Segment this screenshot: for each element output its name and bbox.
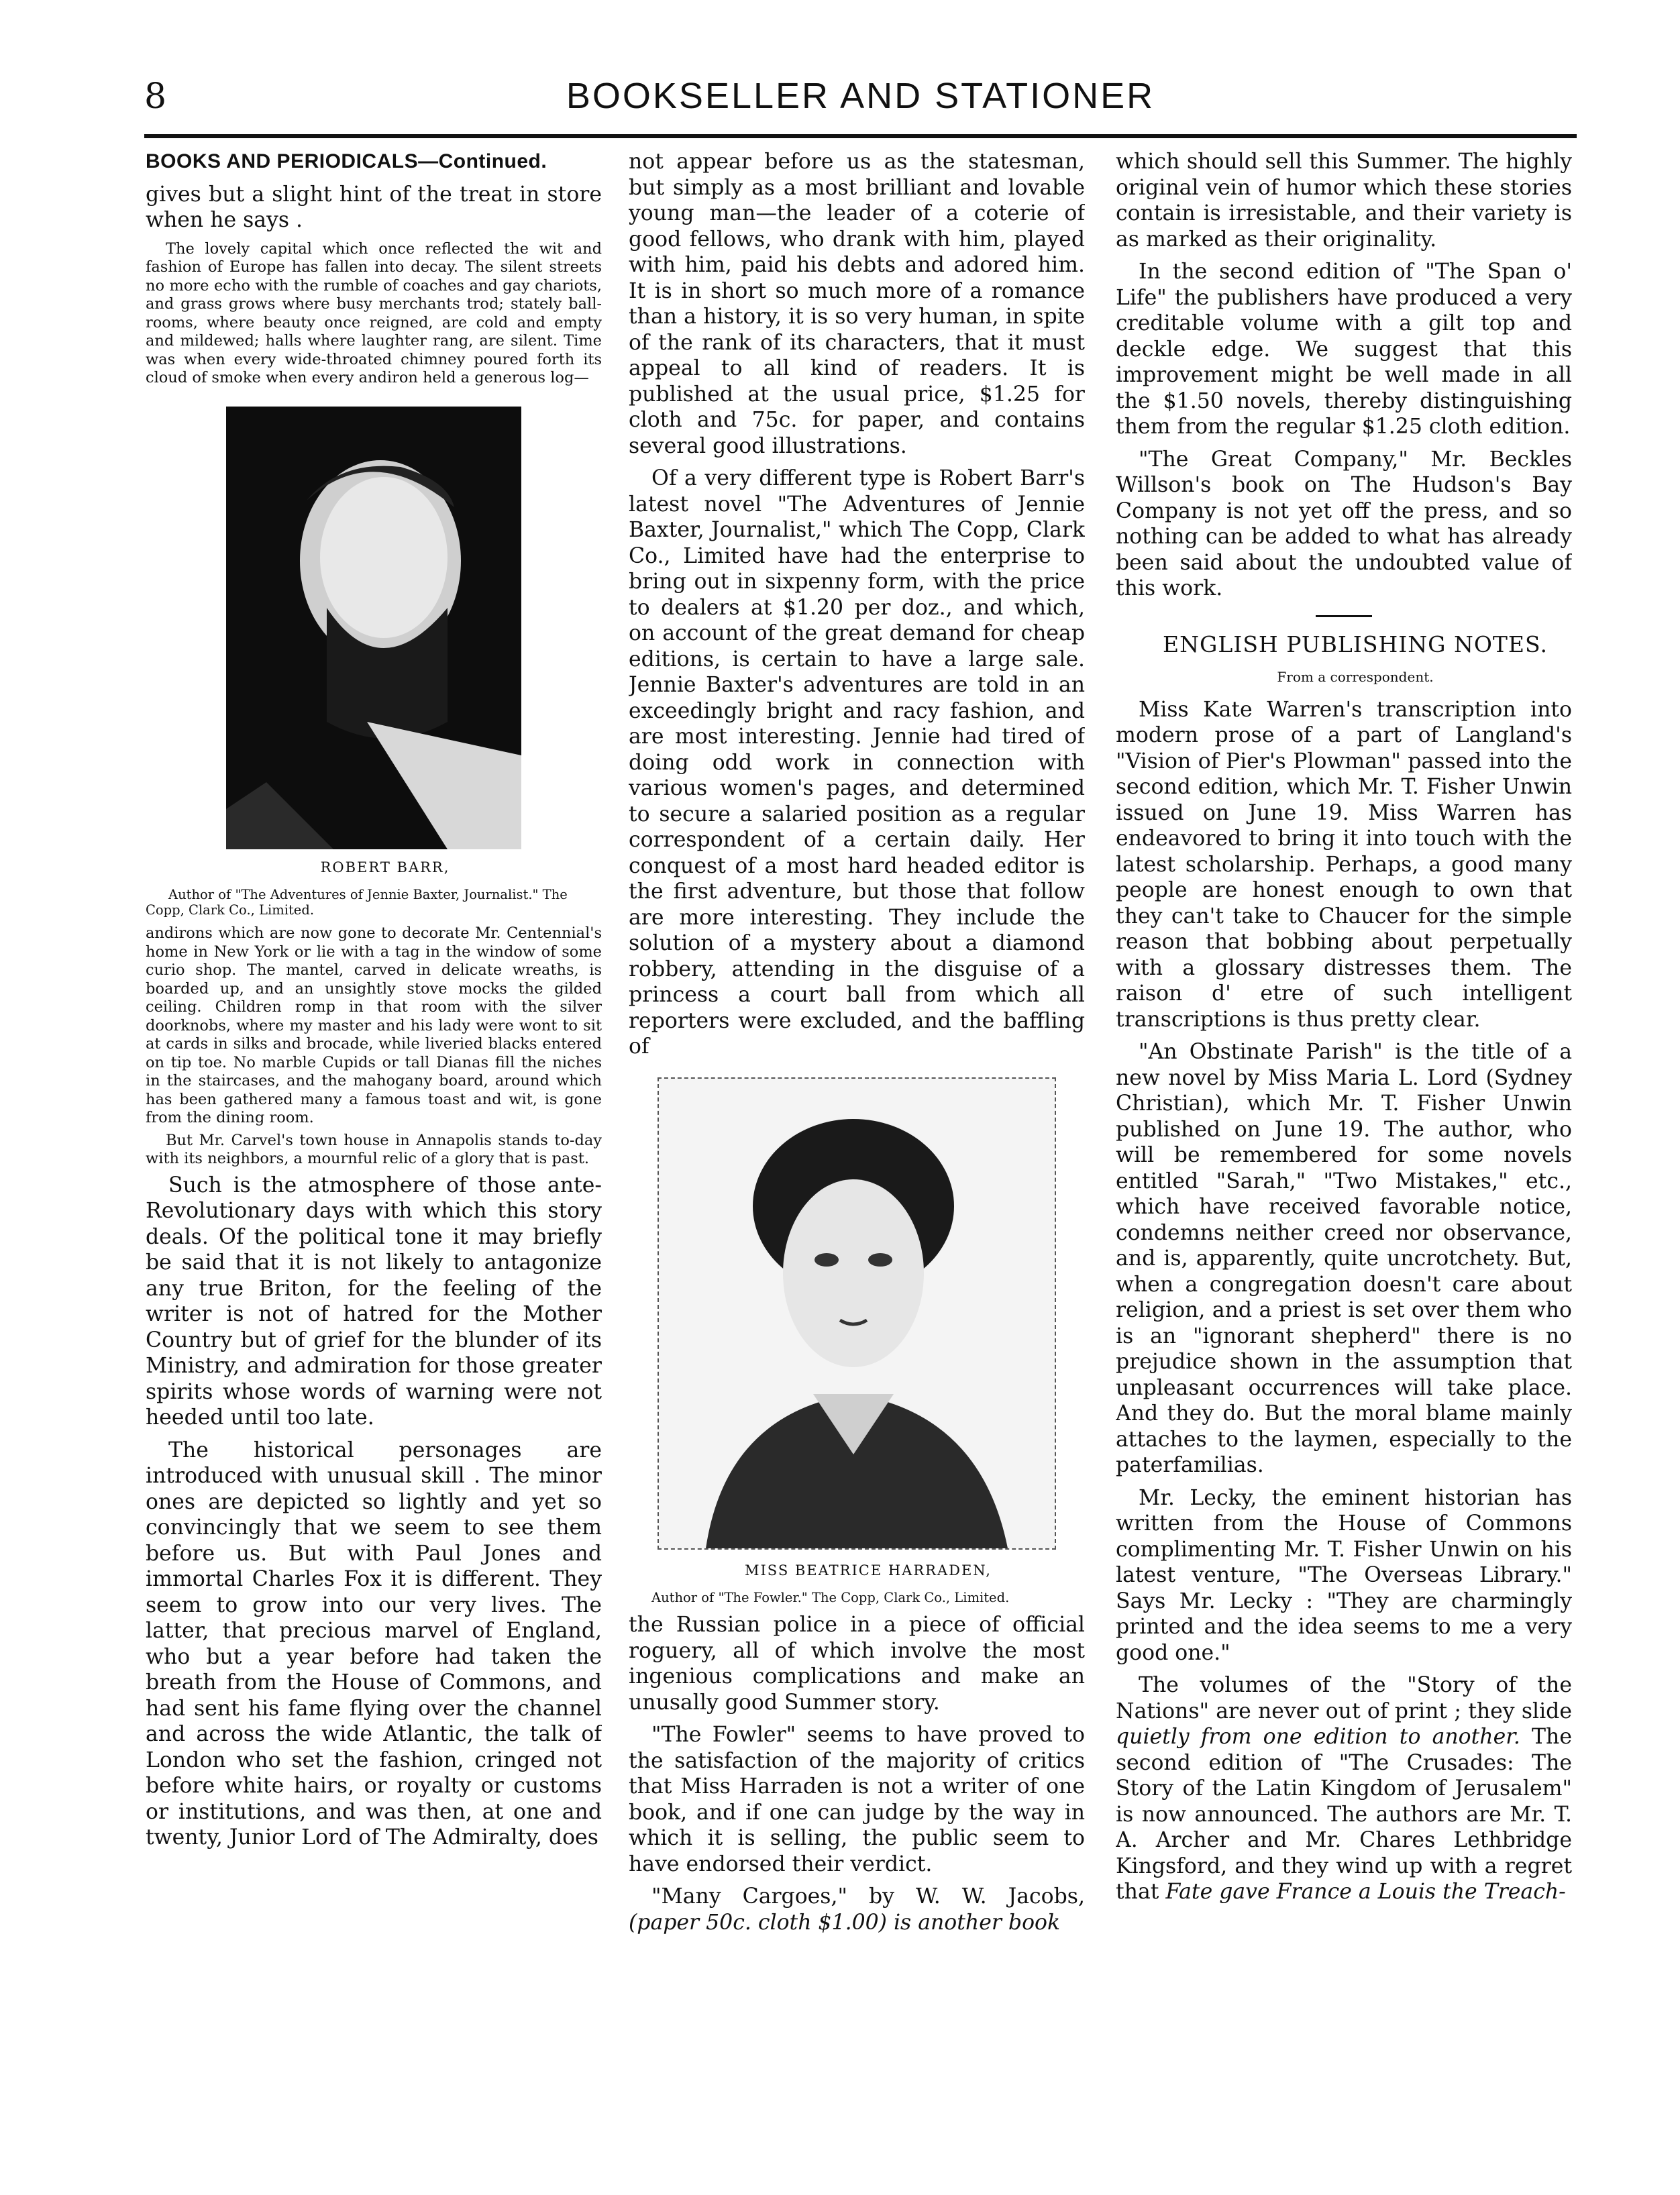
paragraph-italic-text: quietly from one edition to another. bbox=[1116, 1725, 1520, 1749]
masthead-title: BOOKSELLER AND STATIONER bbox=[566, 76, 1155, 116]
quotation-paragraph: But Mr. Carvel's town house in Annapolis stands to-day with its neighbors, a mournful relic of a glory that is past. bbox=[146, 1131, 602, 1167]
paragraph: the Russian police in a piece of official roguery, all of which involve the most ingenious complications and make an unusally good Summer story. bbox=[629, 1613, 1085, 1715]
page-header bbox=[144, 72, 1577, 131]
paragraph-text: The volumes of the "Story of the Nations" are never out of print ; they slide bbox=[1116, 1673, 1572, 1723]
portrait-robert-barr bbox=[226, 407, 521, 849]
column-1 bbox=[146, 149, 602, 2161]
figure-caption-credit: Author of "The Adventures of Jennie Baxter, Journalist." The Copp, Clark Co., Limited. bbox=[146, 887, 568, 918]
paragraph: "The Great Company," Mr. Beckles Willson's book on The Hudson's Bay Company is not yet off the press, and so nothing can be added to what has already been said about the undoubted value of this work. bbox=[1116, 447, 1572, 600]
paragraph: In the second edition of "The Span o' Life" the publishers have produced a very creditable volume with a gilt top and deckle edge. We suggest that this improvement might be well made in all the $1.50 novels, thereby distinguishing them from the regular $1.25 cloth edition. bbox=[1116, 260, 1572, 439]
paragraph: Miss Kate Warren's transcription into modern prose of a part of Langland's "Vision of Pier's Plowman" passed into the second edition, which Mr. T. Fisher Unwin issued on June 19. Miss Warren has endeavored to bring it into touch with the latest scholarship. Perhaps, a good many people are honest enough to own that they can't take to Chaucer for the simple reason that bobbing about perpetually with a glossary distresses them. The raison d' etre of such intelligent transcriptions is thus pretty clear. bbox=[1116, 697, 1572, 1032]
page-number: 8 bbox=[144, 76, 167, 117]
portrait-beatrice-harraden bbox=[658, 1077, 1056, 1550]
paragraph bbox=[1116, 1672, 1572, 1905]
figure-caption-name: ROBERT BARR, bbox=[320, 859, 450, 875]
portrait-image bbox=[226, 407, 521, 849]
paragraph bbox=[629, 1884, 1085, 1935]
paragraph: "An Obstinate Parish" is the title of a new novel by Miss Maria L. Lord (Sydney Christian), which Mr. T. Fisher Unwin published on June 19. The author, who will be remembered for some novels entitled "Sarah," "Two Mistakes," etc., which have received favorable notice, condemns neither creed nor observance, and is, apparently, quite uncrotchety. But, when a congregation doesn't care about religion, and a priest is set over them who is an "ignorant shepherd" there is no prejudice shown in the assumption that unpleasant occurrences will take place. And they do. But the moral blame mainly attaches to the laymen, especially to the paterfamilias. bbox=[1116, 1040, 1572, 1477]
paragraph: Mr. Lecky, the eminent historian has written from the House of Commons complimenting Mr. T. Fisher Unwin on his latest venture, "The Overseas Library." Says Mr. Lecky : "They are charmingly printed and the idea seems to me a very good one." bbox=[1116, 1485, 1572, 1665]
section-title-english-publishing: ENGLISH PUBLISHING NOTES. bbox=[1163, 631, 1548, 657]
paragraph: The historical personages are introduced with unusual skill . The minor ones are depicted so lightly and yet so convincingly that we seem to see them before us. But with Paul Jones and immortal Charles Fox it is different. They seem to grow into our very lives. The latter, that precious marvel of England, who but a year before had taken the breath from the House of Commons, and had sent his fame flying over the channel and across the wide Atlantic, the talk of London who set the fashion, cringed not before white hairs, or royalty or customs or institutions, and was then, at one and twenty, Junior Lord of The Admiralty, does bbox=[146, 1438, 602, 1850]
figure-caption-credit: Author of "The Fowler." The Copp, Clark Co., Limited. bbox=[651, 1590, 1010, 1605]
section-title-books-periodicals: BOOKS AND PERIODICALS—Continued. bbox=[146, 150, 547, 172]
column-2 bbox=[629, 149, 1085, 2161]
quotation-block-continued bbox=[146, 924, 602, 1169]
figure-caption-name: MISS BEATRICE HARRADEN, bbox=[745, 1562, 992, 1578]
quotation-paragraph: The lovely capital which once reflected the wit and fashion of Europe has fallen into decay. The silent streets no more echo with the rumble of coaches and gay chariots, and grass grows where busy merchants trod; stately ball-rooms, where beauty once reigned, are cold and empty and mildewed; halls where laughter rang, are silent. Time was when every wide-throated chimney poured forth its cloud of smoke when every andiron held a generous log— bbox=[146, 239, 602, 386]
paragraph-text: "Many Cargoes," by W. W. Jacobs, bbox=[651, 1884, 1085, 1909]
header-rule bbox=[144, 134, 1577, 138]
column-3 bbox=[1116, 149, 1572, 2161]
paragraph-italic-text: (paper 50c. cloth $1.00) is another book bbox=[629, 1910, 1061, 1935]
portrait-image bbox=[659, 1079, 1055, 1548]
quotation-block bbox=[146, 240, 602, 388]
section-divider bbox=[1316, 615, 1372, 617]
paragraph-italic-text: Fate gave France a Louis the Treach- bbox=[1165, 1880, 1566, 1904]
paragraph: which should sell this Summer. The highly original vein of humor which these stories contain is irresistable, and their variety is as marked as their originality. bbox=[1116, 150, 1572, 252]
paragraph: Of a very different type is Robert Barr's latest novel "The Adventures of Jennie Baxter, Journalist," which The Copp, Clark Co., Limited have had the enterprise to bring out in sixpenny form, with the price to dealers at $1.20 per doz., and which, on account of the great demand for cheap editions, is certain to have a large sale. Jennie Baxter's adventures are told in an exceedingly bright and racy fashion, and are most interesting. Jennie had tired of doing odd work in connection with various women's pages, and determined to secure a salaried position as a regular correspondent of a certain daily. Her conquest of a most hard headed editor is the first adventure, but those that follow are more interesting. They include the solution of a mystery about a diamond robbery, attending in the disguise of a princess a court ball from which all reporters were excluded, and the baffling of bbox=[629, 466, 1085, 1059]
paragraph: Such is the atmosphere of those ante-Revolutionary days with which this story deals. Of the political tone it may briefly be said that it is not likely to antagonize any true Briton, for the feeling of the writer is not of hatred for the Mother Country but of grief for the blunder of its Ministry, and admiration for those greater spirits whose words of warning were not heeded until too late. bbox=[146, 1173, 602, 1430]
paragraph: gives but a slight hint of the treat in store when he says . bbox=[146, 182, 602, 232]
quotation-paragraph: andirons which are now gone to decorate Mr. Centennial's home in New York or lie with a tag in the window of some curio shop. The mantel, carved in delicate wreaths, is boarded up, and an unsightly stove mocks the gilded ceiling. Children romp in that room with the silver doorknobs, where my master and his lady were wont to sit at cards in silks and brocade, while liveried blacks entered on tip toe. No marble Cupids or tall Dianas fill the niches in the staircases, and the mahogany board, around which has been gathered many a famous toast and wit, is gone from the dining room. bbox=[146, 924, 602, 1126]
paragraph: "The Fowler" seems to have proved to the satisfaction of the majority of critics that Miss Harraden is not a writer of one book, and if one can judge by the way in which it is selling, the public seem to have endorsed their verdict. bbox=[629, 1723, 1085, 1876]
byline: From a correspondent. bbox=[1277, 669, 1434, 685]
paragraph-text: The second edition of "The Crusades: The Story of the Latin Kingdom of Jerusalem" is now announced. The authors are Mr. T. A. Archer and Mr. Chares Lethbridge Kingsford, and they wind up with a regret that bbox=[1116, 1725, 1572, 1904]
paragraph: not appear before us as the statesman, but simply as a most brilliant and lovable young man—the leader of a coterie of good fellows, who drank with him, played with him, paid his debts and adored him. It is in short so much more of a romance than a history, it is so very human, in spite of the rank of its characters, that it must appeal to all kind of readers. It is published at the usual price, $1.25 for cloth and 75c. for paper, and contains several good illustrations. bbox=[629, 150, 1085, 458]
